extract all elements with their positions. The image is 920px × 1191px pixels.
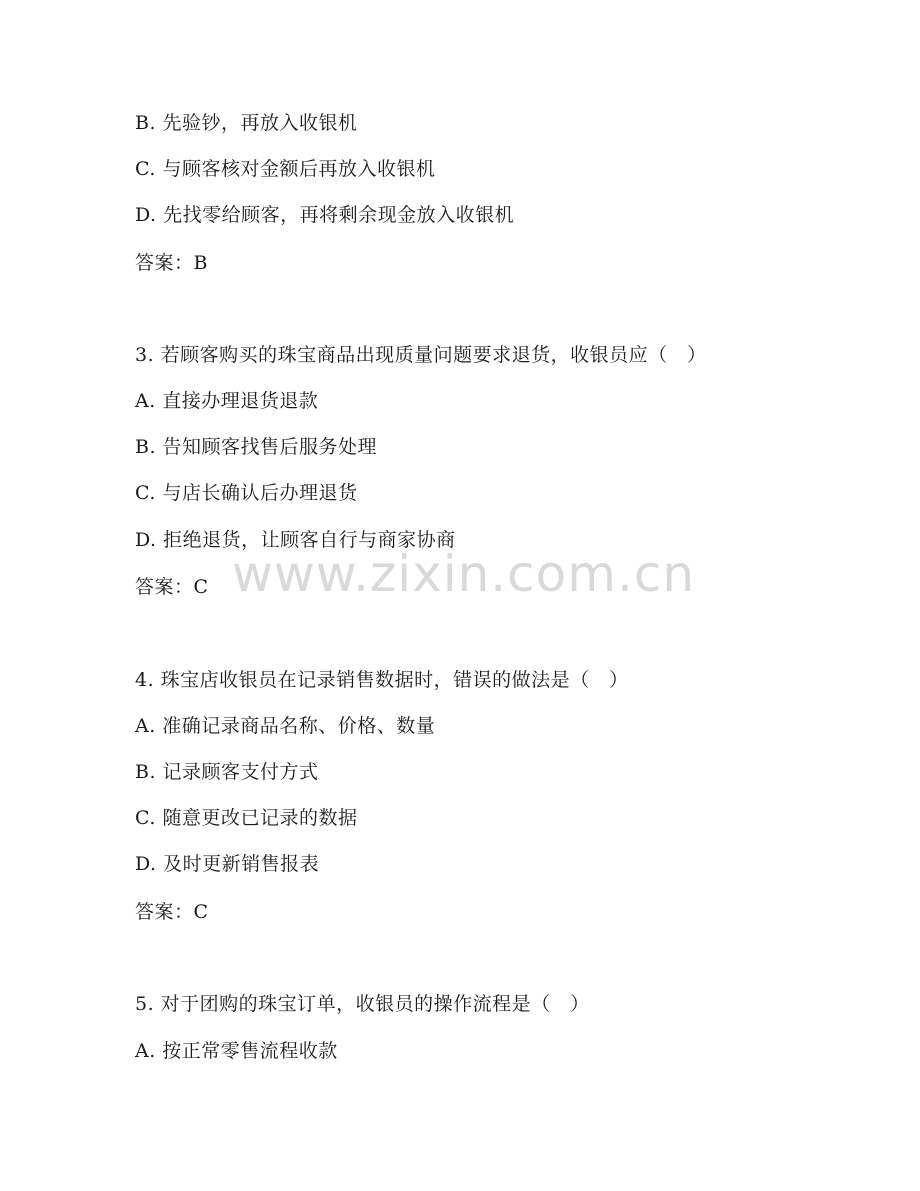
- q3-stem: 3. 若顾客购买的珠宝商品出现质量问题要求退货，收银员应（ ）: [135, 344, 707, 366]
- q4-stem: 4. 珠宝店收银员在记录销售数据时，错误的做法是（ ）: [135, 669, 629, 691]
- q3-option-a: A. 直接办理退货退款: [135, 390, 319, 412]
- q4-option-a: A. 准确记录商品名称、价格、数量: [135, 715, 436, 737]
- q3-answer: 答案：C: [135, 576, 209, 598]
- q2-option-c: C. 与顾客核对金额后再放入收银机: [135, 158, 436, 180]
- q4-answer: 答案：C: [135, 901, 209, 923]
- q2-option-d: D. 先找零给顾客，再将剩余现金放入收银机: [135, 204, 515, 226]
- watermark-text: www.zixin.com.cn: [232, 545, 696, 603]
- q4-option-b: B. 记录顾客支付方式: [135, 761, 319, 783]
- q3-option-d: D. 拒绝退货，让顾客自行与商家协商: [135, 529, 456, 551]
- q3-option-b: B. 告知顾客找售后服务处理: [135, 436, 378, 458]
- q2-option-b: B. 先验钞，再放入收银机: [135, 112, 358, 134]
- q2-answer: 答案：B: [135, 252, 208, 274]
- q4-option-c: C. 随意更改已记录的数据: [135, 807, 358, 829]
- q4-option-d: D. 及时更新销售报表: [135, 853, 320, 875]
- q5-stem: 5. 对于团购的珠宝订单，收银员的操作流程是（ ）: [135, 993, 590, 1015]
- q3-option-c: C. 与店长确认后办理退货: [135, 482, 358, 504]
- q5-option-a: A. 按正常零售流程收款: [135, 1040, 338, 1062]
